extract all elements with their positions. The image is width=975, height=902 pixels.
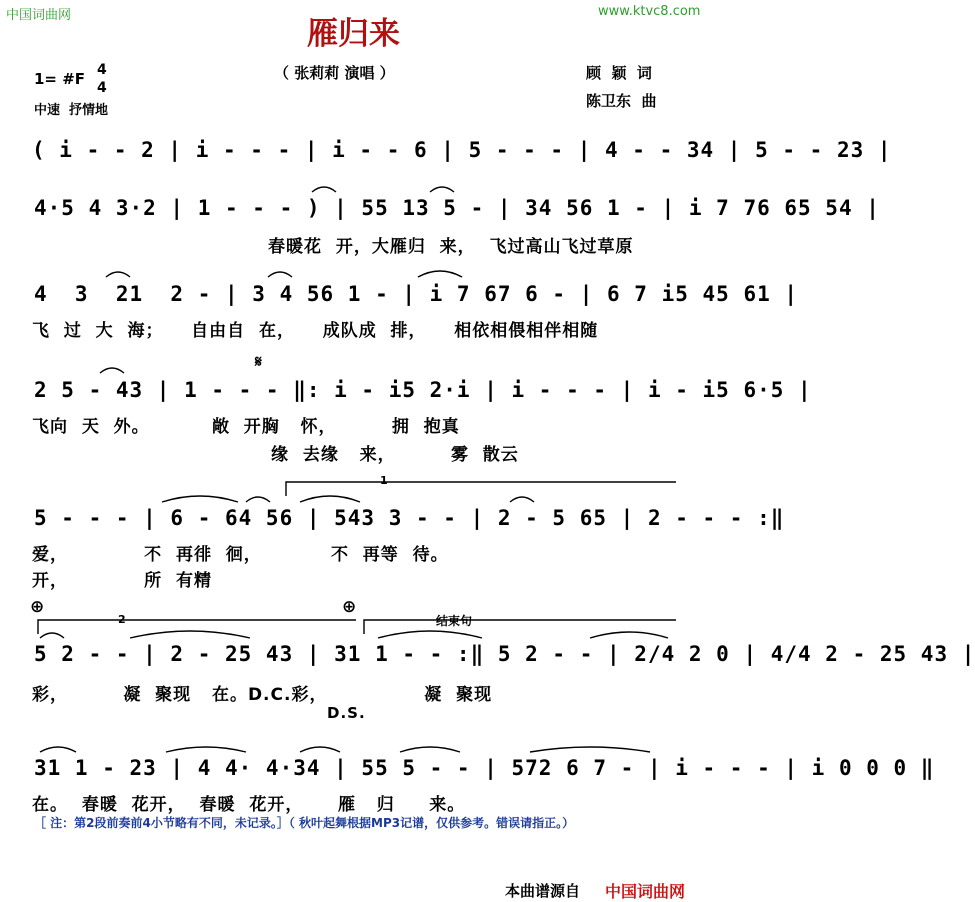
tie-mark — [510, 497, 534, 502]
tie-mark — [312, 187, 336, 192]
tie-mark — [300, 496, 360, 502]
lyric-line-4b: 缘 去缘 来， 雾 散云 — [271, 445, 519, 465]
watermark-left: 中国词曲网 — [6, 8, 72, 23]
tie-mark — [268, 272, 292, 277]
tie-mark — [530, 747, 650, 752]
volta-1-bracket — [286, 482, 676, 496]
tie-mark — [300, 747, 340, 752]
tie-mark — [130, 631, 250, 638]
tie-mark — [418, 271, 462, 277]
time-signature-bottom: 4 — [97, 80, 107, 96]
tie-mark — [40, 747, 76, 752]
tie-mark — [162, 496, 238, 502]
key-signature: 1= #F — [34, 70, 86, 88]
score-line-1: ( i - - 2 | i - - - | i - - 6 | 5 - - - | 4 - - 34 | 5 - - 23 | — [32, 138, 892, 162]
tie-mark — [166, 747, 246, 752]
coda-sign-right: ⊕ — [342, 597, 357, 617]
notation-note: ［ 注：第2段前奏前4小节略有不同，未记录。］（ 秋叶起舞根据MP3记谱，仅供参考。错误请指正。） — [34, 816, 575, 830]
score-line-3: 4 3 21 2 - | 3 4 56 1 - | i 7 67 6 - | 6 7 i5 45 61 | — [34, 282, 799, 306]
lyric-line-4a: 飞向 天 外。 敞 开胸 怀， 拥 抱真 — [32, 417, 460, 437]
composer: 陈卫东 曲 — [586, 92, 657, 110]
tie-mark — [400, 747, 460, 752]
tie-mark — [40, 633, 64, 638]
volta-2-label: 2 — [118, 613, 126, 626]
lyricist: 顾 颖 词 — [586, 64, 652, 82]
watermark-right: www.ktvc8.com — [598, 4, 701, 19]
footer-source-label: 本曲谱源自 — [505, 882, 581, 900]
score-line-5: 5 - - - | 6 - 64 56 | 543 3 - - | 2 - 5 65 | 2 - - - :‖ — [34, 506, 785, 530]
ending-label: 结束句 — [436, 614, 473, 628]
score-line-6: 5 2 - - | 2 - 25 43 | 31 1 - - :‖ 5 2 - - | 2/4 2 0 | 4/4 2 - 25 43 | — [34, 642, 975, 666]
lyric-line-2: 春暖花 开，大雁归 来， 飞过高山飞过草原 — [268, 237, 634, 257]
tie-mark — [590, 632, 668, 638]
lyric-line-6: 彩， 凝 聚现 在。D.C.彩， 凝 聚现 — [32, 685, 493, 705]
score-line-7: 31 1 - 23 | 4 4· 4·34 | 55 5 - - | 572 6 7 - | i - - - | i 0 0 0 ‖ — [34, 756, 935, 780]
volta-2-bracket — [38, 620, 356, 634]
score-line-4: 2 5 - 43 | 1 - - - ‖: i - i5 2·i | i - - - | i - i5 6·5 | — [34, 378, 812, 402]
tempo-marking: 中速 抒情地 — [34, 103, 109, 118]
time-signature-top: 4 — [97, 62, 107, 78]
lyric-line-7: 在。 春暖 花开， 春暖 花开， 雁 归 来。 — [32, 795, 466, 815]
lyric-line-5a: 爱， 不 再徘 徊， 不 再等 待。 — [32, 545, 449, 565]
tie-mark — [100, 368, 124, 373]
score-line-2: 4·5 4 3·2 | 1 - - - ) | 55 13 5 - | 34 56 1 - | i 7 76 65 54 | — [34, 196, 880, 220]
footer-site-name: 中国词曲网 — [605, 882, 686, 901]
lyric-line-5b: 开， 所 有精 — [32, 571, 212, 591]
singer: （ 张莉莉 演唱 ） — [274, 64, 395, 82]
ds-marking: D.S. — [327, 704, 366, 722]
tie-mark — [246, 497, 270, 502]
tie-mark — [106, 272, 130, 277]
lyric-line-3: 飞 过 大 海； 自由自 在， 成队成 排， 相依相偎相伴相随 — [32, 321, 599, 341]
tie-mark — [378, 631, 482, 638]
coda-sign-left: ⊕ — [30, 597, 45, 617]
segno-sign: 𝄋 — [255, 352, 262, 371]
tie-mark — [430, 187, 454, 192]
volta-1-label: 1 — [380, 474, 388, 487]
song-title: 雁归来 — [307, 16, 400, 52]
